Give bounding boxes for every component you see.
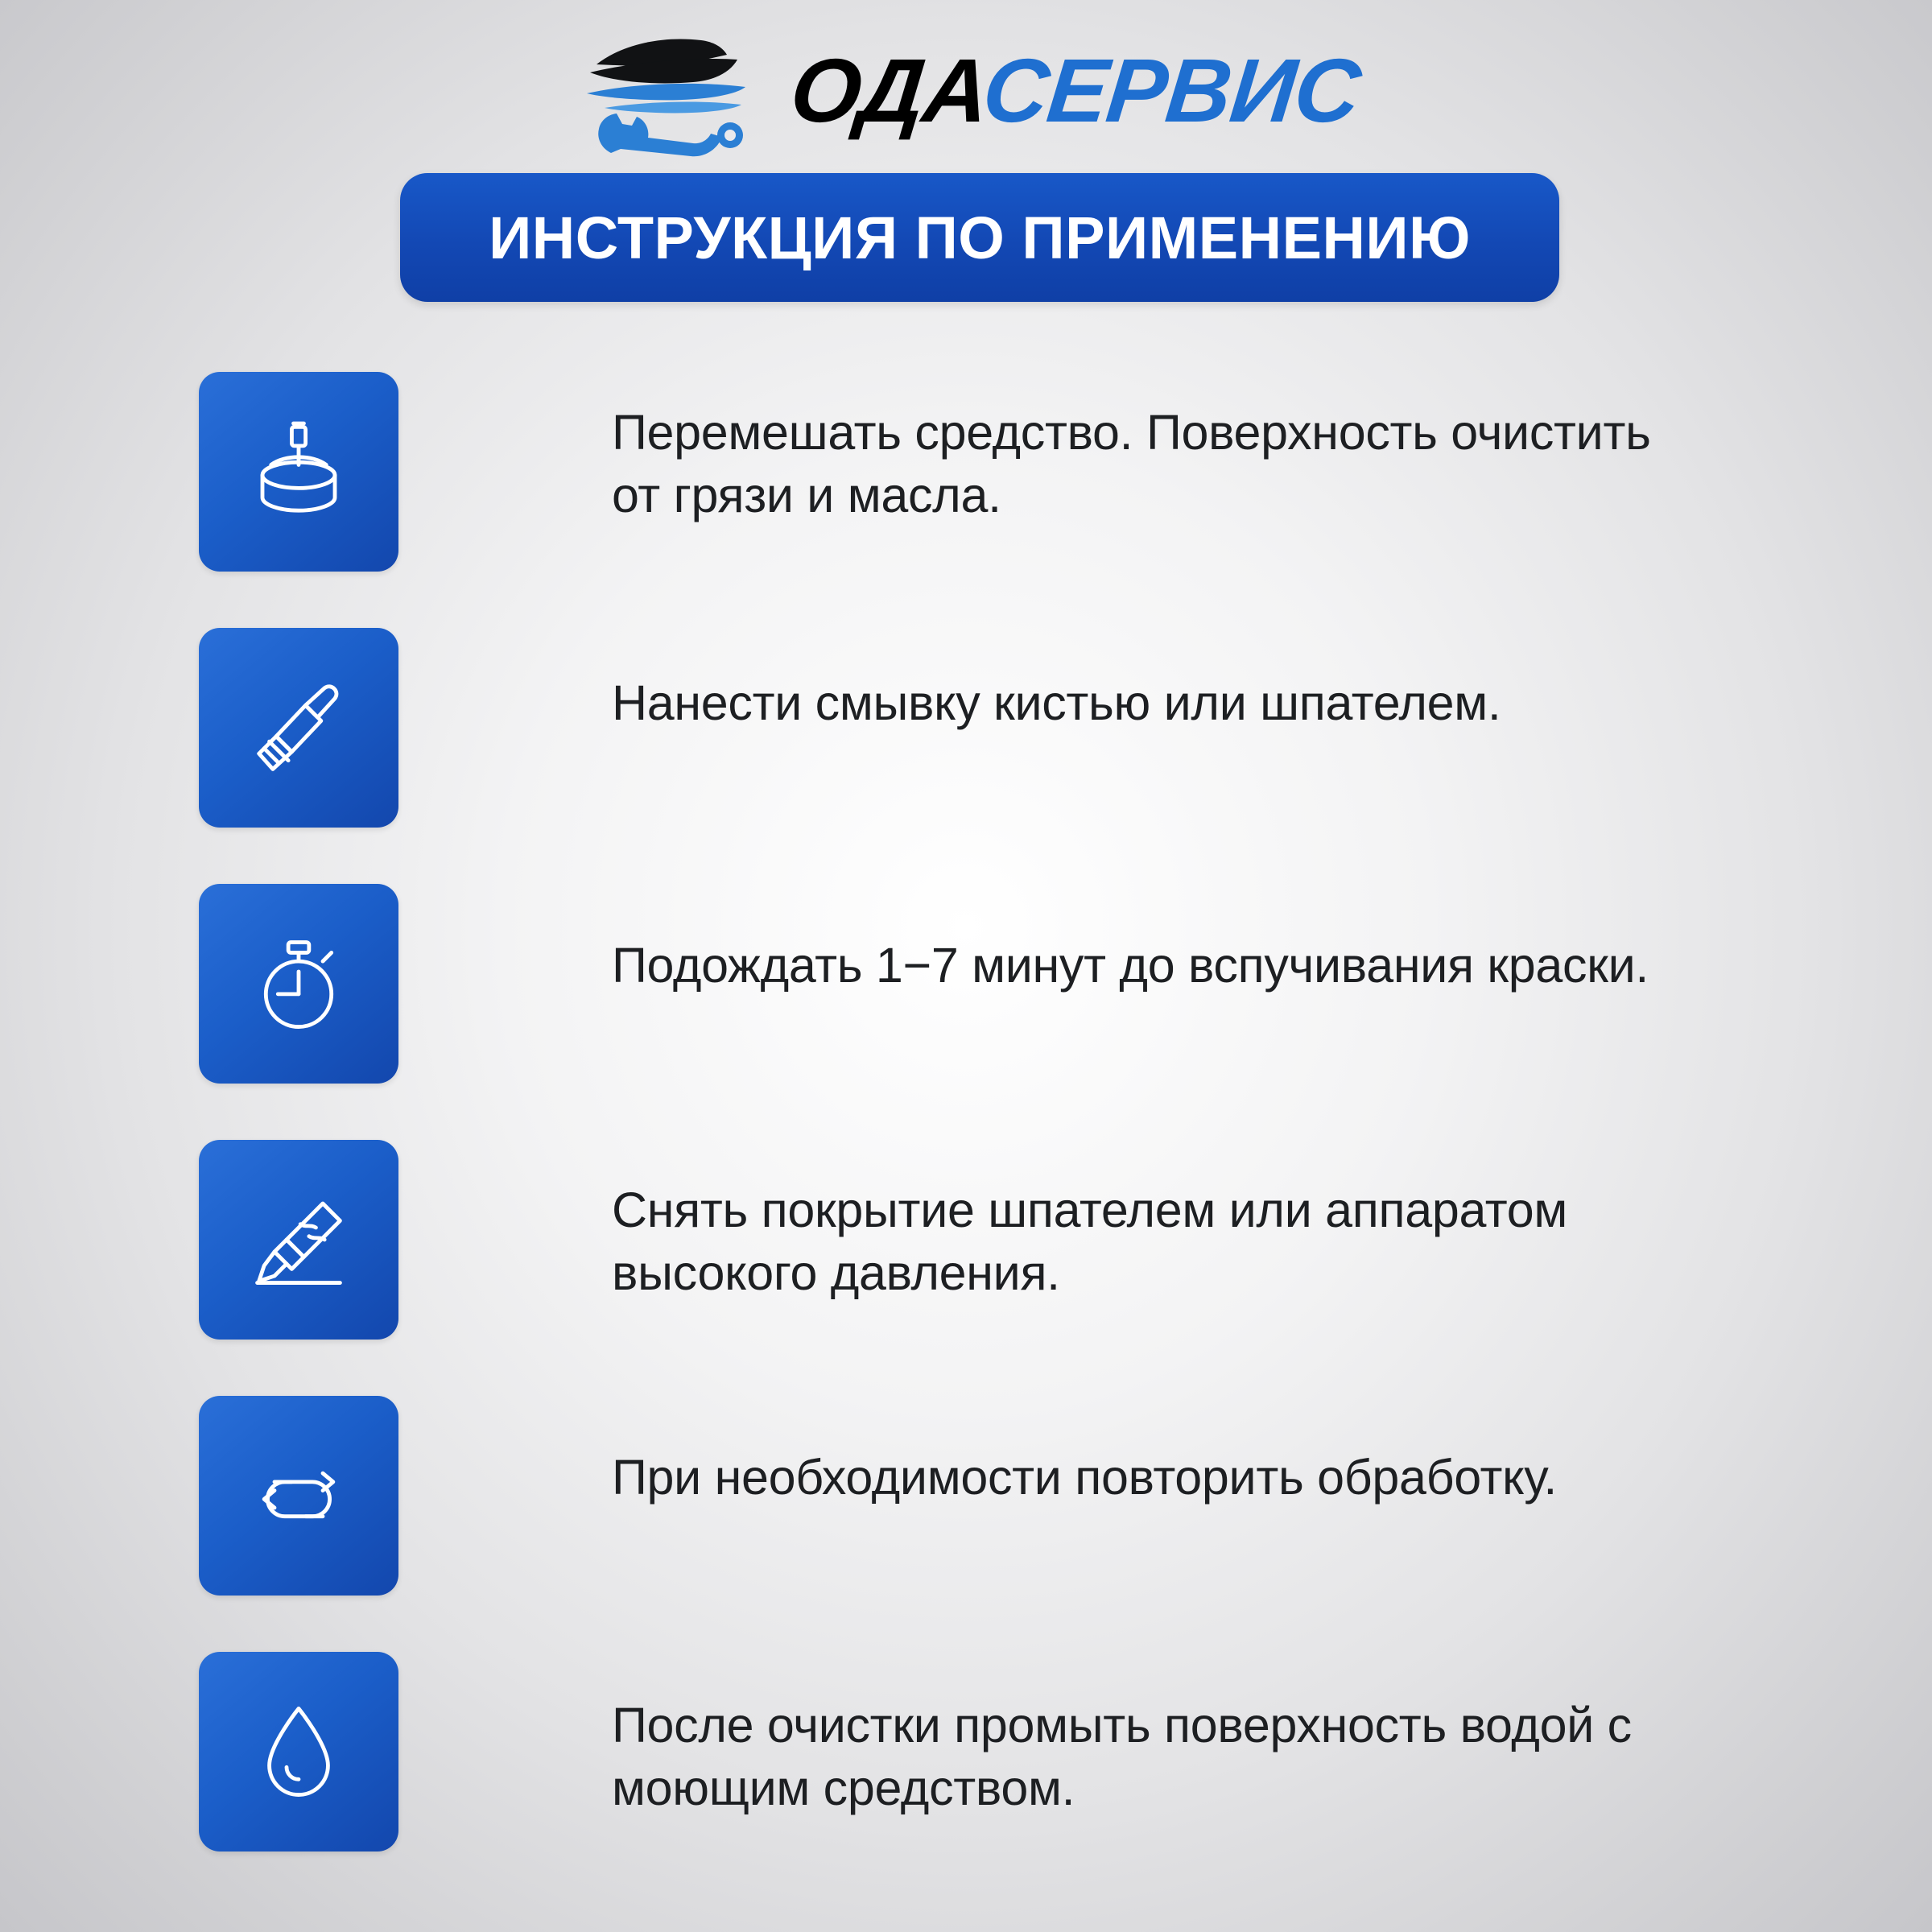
boat-wrench-logo-icon	[572, 23, 774, 159]
list-item-label: Подождать 1−7 минут до вспучивания краски.	[612, 938, 1649, 993]
list-item	[0, 1140, 1932, 1396]
paint-brush-icon	[199, 628, 398, 828]
list-item-label: Нанести смывку кистью или шпателем.	[612, 675, 1501, 730]
list-item	[0, 1652, 1932, 1908]
list-item-label: После очистки промыть поверхность водой с моющим средством.	[612, 1698, 1632, 1816]
list-item	[0, 628, 1932, 884]
repeat-arrows-icon	[199, 1396, 398, 1596]
brand-name-part-2: СЕРВИС	[978, 40, 1365, 141]
brand-name-part-1: ОДА	[786, 40, 989, 141]
list-item-label: Перемешать средство. Поверхность очистить от грязи и масла.	[612, 405, 1651, 523]
list-item-label: Снять покрытие шпателем или аппаратом высокого давления.	[612, 1183, 1567, 1301]
steps-list	[0, 372, 1932, 1908]
list-item	[0, 884, 1932, 1140]
instruction-banner	[400, 173, 1559, 302]
list-item	[0, 1396, 1932, 1652]
brand-header	[0, 14, 1932, 167]
list-item	[0, 372, 1932, 628]
water-drop-icon	[199, 1652, 398, 1852]
list-item-label: При необходимости повторить обработку.	[612, 1450, 1557, 1505]
page-title: ИНСТРУКЦИЯ ПО ПРИМЕНЕНИЮ	[489, 204, 1471, 271]
paint-can-stirring-icon	[199, 372, 398, 572]
stopwatch-icon	[199, 884, 398, 1084]
scraper-spatula-icon	[199, 1140, 398, 1340]
brand-name	[786, 40, 1365, 141]
